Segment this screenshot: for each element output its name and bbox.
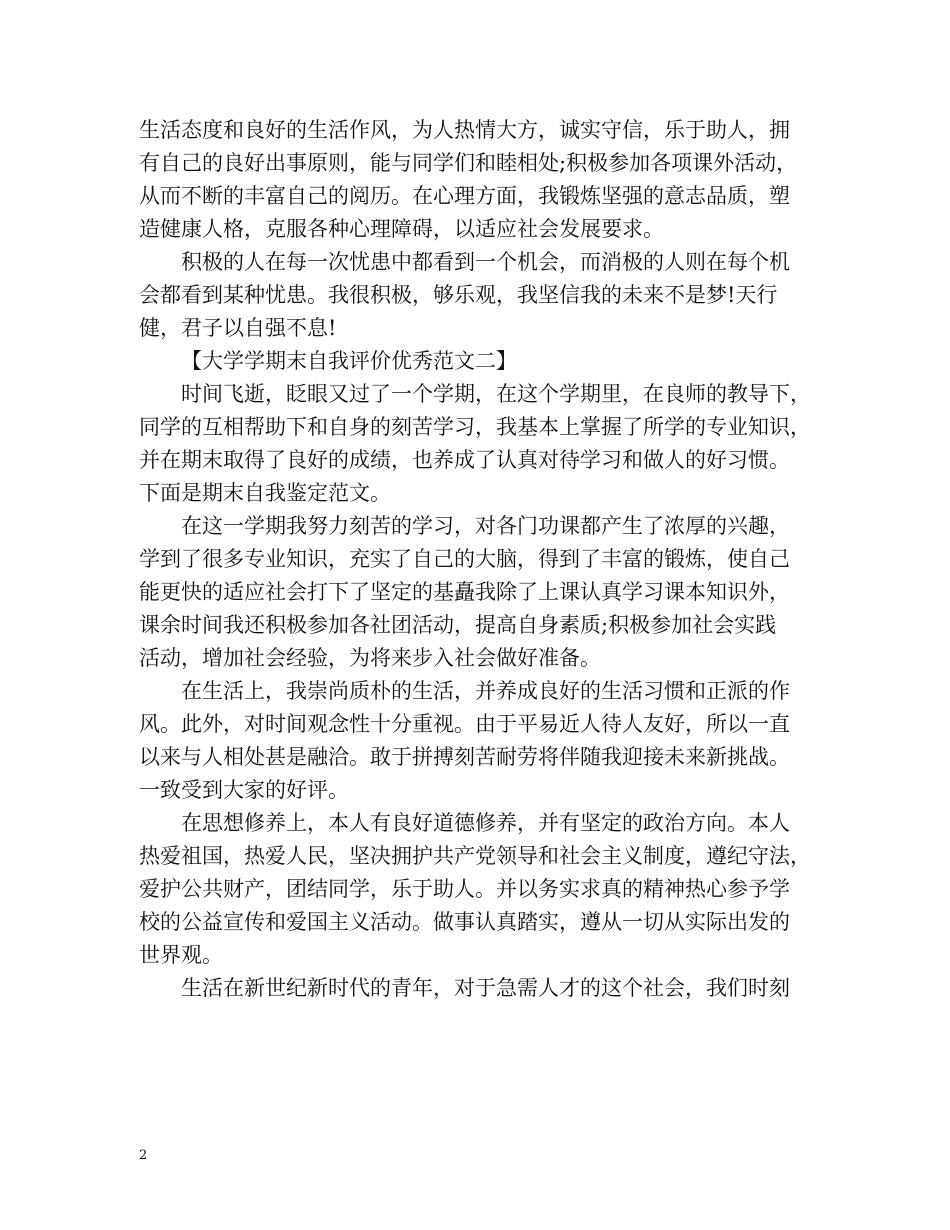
paragraph-first-line: 时间飞逝，眨眼又过了一个学期，在这个学期里，在良师的教导下， xyxy=(181,382,811,406)
text-line: 风。此外，对时间观念性十分重视。由于平易近人待人友好，所以一直 xyxy=(139,712,790,736)
text-line: 下面是期末自我鉴定范文。 xyxy=(139,481,391,505)
text-line: 能更快的适应社会打下了坚定的基矗我除了上课认真学习课本知识外， xyxy=(139,580,790,604)
text-line: 学到了很多专业知识，充实了自己的大脑，得到了丰富的锻炼，使自己 xyxy=(139,547,790,571)
paragraph-first-line: 生活在新世纪新时代的青年，对于急需人才的这个社会，我们时刻 xyxy=(181,976,790,1000)
paragraph-first-line: 在思想修养上，本人有良好道德修养，并有坚定的政治方向。本人 xyxy=(181,811,790,835)
text-line: 同学的互相帮助下和自身的刻苦学习，我基本上掌握了所学的专业知识， xyxy=(139,415,811,439)
document-body xyxy=(139,114,827,1005)
text-line: 造健康人格，克服各种心理障碍，以适应社会发展要求。 xyxy=(139,217,664,241)
paragraph-first-line: 在这一学期我努力刻苦的学习，对各门功课都产生了浓厚的兴趣， xyxy=(181,514,790,538)
text-line: 课余时间我还积极参加各社团活动，提高自身素质;积极参加社会实践 xyxy=(139,613,777,637)
paragraph-first-line: 【大学学期末自我评价优秀范文二】 xyxy=(181,349,517,373)
paragraph-first-line: 积极的人在每一次忧患中都看到一个机会，而消极的人则在每个机 xyxy=(181,250,790,274)
paragraph-first-line: 在生活上，我崇尚质朴的生活，并养成良好的生活习惯和正派的作 xyxy=(181,679,790,703)
text-line: 从而不断的丰富自己的阅历。在心理方面，我锻炼坚强的意志品质，塑 xyxy=(139,184,790,208)
text-line: 以来与人相处甚是融洽。敢于拼搏刻苦耐劳将伴随我迎接未来新挑战。 xyxy=(139,745,790,769)
text-line: 活动，增加社会经验，为将来步入社会做好准备。 xyxy=(139,646,601,670)
text-line: 校的公益宣传和爱国主义活动。做事认真踏实，遵从一切从实际出发的 xyxy=(139,910,790,934)
text-line: 爱护公共财产，团结同学，乐于助人。并以务实求真的精神热心参予学 xyxy=(139,877,790,901)
text-line: 热爱祖国，热爱人民，坚决拥护共产党领导和社会主义制度，遵纪守法， xyxy=(139,844,811,868)
text-line: 健，君子以自强不息! xyxy=(139,316,337,340)
page-number: 2 xyxy=(139,1148,148,1163)
text-line: 会都看到某种忧患。我很积极，够乐观，我坚信我的未来不是梦!天行 xyxy=(139,283,778,307)
text-line: 有自己的良好出事原则，能与同学们和睦相处;积极参加各项课外活动， xyxy=(139,151,798,175)
text-line: 并在期末取得了良好的成绩，也养成了认真对待学习和做人的好习惯。 xyxy=(139,448,790,472)
text-line: 生活态度和良好的生活作风，为人热情大方，诚实守信，乐于助人，拥 xyxy=(139,118,790,142)
text-line: 一致受到大家的好评。 xyxy=(139,778,349,802)
text-line: 世界观。 xyxy=(139,943,223,967)
